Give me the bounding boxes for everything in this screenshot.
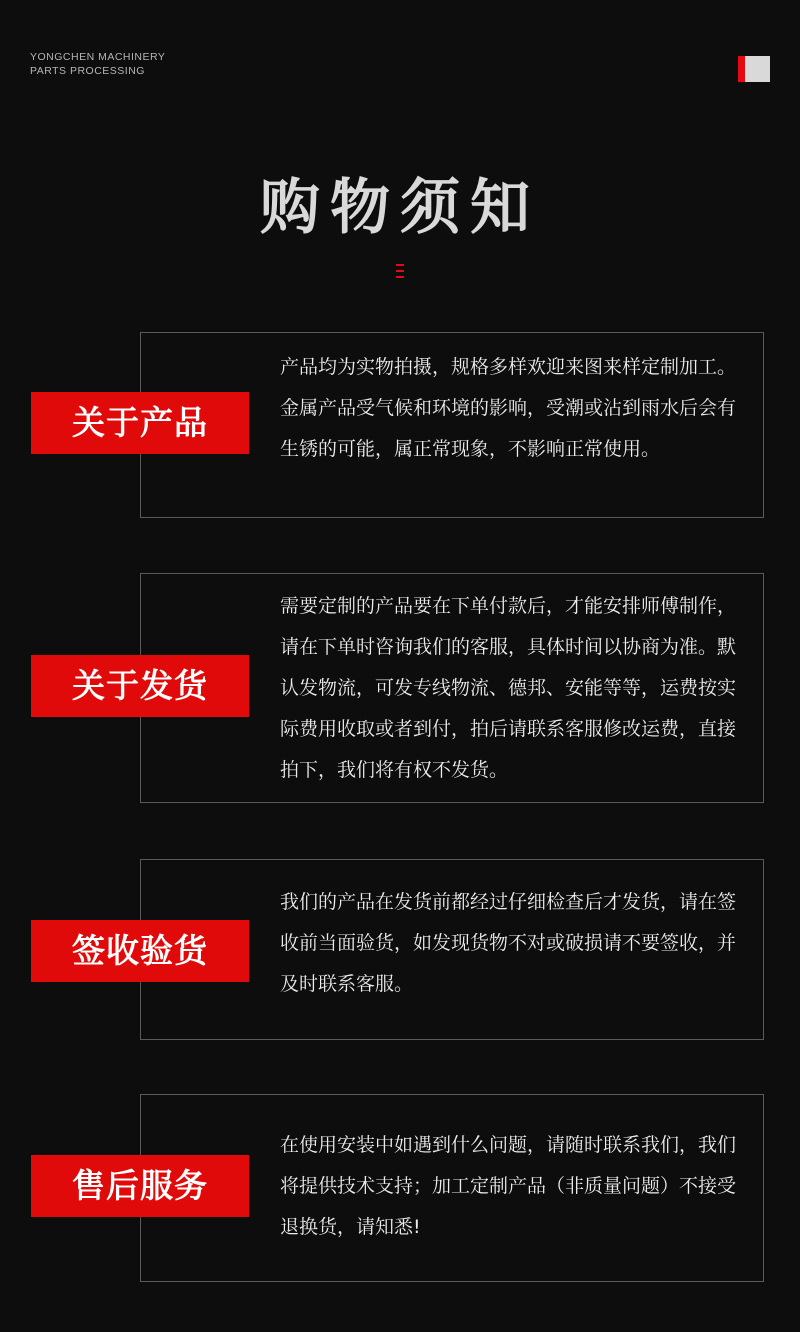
corner-logo-mark — [738, 56, 770, 82]
corner-mark-red-bar — [738, 56, 745, 82]
brand-line-2: PARTS PROCESSING — [30, 65, 145, 77]
notice-text-inspection: 我们的产品在发货前都经过仔细检查后才发货，请在签收前当面验货，如发现货物不对或破损请不要签收，并及时联系客服。 — [280, 891, 737, 995]
section-label-after-sales: 售后服务 — [31, 1155, 249, 1217]
corner-mark-gray-block — [745, 56, 770, 82]
brand-text — [30, 50, 165, 78]
section-label-inspection: 签收验货 — [31, 920, 249, 982]
page-title: 购物须知 — [260, 173, 540, 243]
notice-text-after-sales: 在使用安装中如遇到什么问题，请随时联系我们，我们将提供技术支持；加工定制产品（非质量问题）不接受退换货，请知悉! — [280, 1134, 737, 1238]
title-divider-icon — [396, 264, 404, 278]
section-label-product: 关于产品 — [31, 392, 249, 454]
notice-text-product: 产品均为实物拍摄，规格多样欢迎来图来样定制加工。金属产品受气候和环境的影响，受潮或沾到雨水后会有生锈的可能，属正常现象，不影响正常使用。 — [280, 356, 737, 460]
section-label-shipping: 关于发货 — [31, 655, 249, 717]
brand-line-1: YONGCHEN MACHINERY — [30, 51, 166, 63]
notice-text-shipping: 需要定制的产品要在下单付款后，才能安排师傅制作，请在下单时咨询我们的客服，具体时间以协商为准。默认发物流，可发专线物流、德邦、安能等等，运费按实际费用收取或者到付，拍后请联系客服修改运费，直接拍下，我们将有权不发货。 — [280, 595, 737, 781]
